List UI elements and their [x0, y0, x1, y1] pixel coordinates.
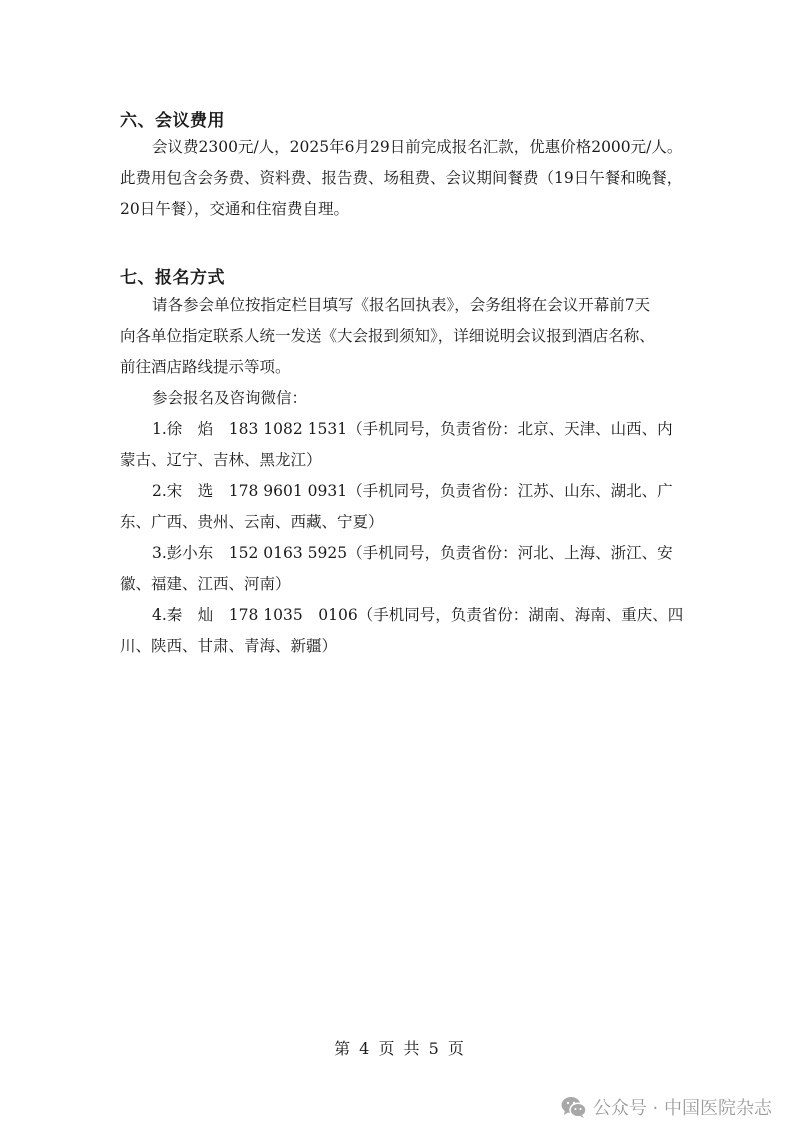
page-number: 第 4 页 共 5 页: [334, 1039, 466, 1058]
registration-paragraph: [120, 290, 686, 662]
wechat-icon: [561, 1096, 587, 1118]
watermark: [561, 1094, 772, 1120]
registration-line-1: 请各参会单位按指定栏目填写《报名回执表》，会务组将在会议开幕前7天: [152, 296, 651, 314]
contact-heading: 参会报名及咨询微信：: [152, 389, 308, 407]
contact-4-line-1: 4.秦 灿 178 1035 0106（手机同号，负责省份：湖南、海南、重庆、四: [152, 606, 684, 624]
contact-1-line-2: 蒙古、辽宁、吉林、黑龙江）: [120, 451, 322, 469]
fees-line-1: 会议费2300元/人，2025年6月29日前完成报名汇款，优惠价格2000元/人。: [152, 138, 683, 156]
contact-1-line-1: 1.徐 焰 183 1082 1531（手机同号，负责省份：北京、天津、山西、内: [152, 420, 673, 438]
section-title-fees: 六、会议费用: [120, 111, 225, 131]
contact-2-line-2: 东、广西、贵州、云南、西藏、宁夏）: [120, 513, 384, 531]
fees-line-3: 20日午餐），交通和住宿费自理。: [120, 200, 349, 218]
contact-4-line-2: 川、陕西、甘肃、青海、新疆）: [120, 637, 338, 655]
contact-3-line-2: 徽、福建、江西、河南）: [120, 575, 291, 593]
fees-paragraph: [120, 132, 686, 225]
watermark-text: 公众号 · 中国医院杂志: [592, 1098, 772, 1119]
registration-line-3: 前往酒店路线提示等项。: [120, 358, 291, 376]
contact-2-line-1: 2.宋 选 178 9601 0931（手机同号，负责省份：江苏、山东、湖北、广: [152, 482, 673, 500]
fees-line-2: 此费用包含会务费、资料费、报告费、场租费、会议期间餐费（19日午餐和晚餐，: [120, 169, 683, 187]
registration-line-2: 向各单位指定联系人统一发送《大会报到须知》，详细说明会议报到酒店名称、: [120, 327, 655, 345]
contact-3-line-1: 3.彭小东 152 0163 5925（手机同号，负责省份：河北、上海、浙江、安: [152, 544, 673, 562]
section-title-registration: 七、报名方式: [120, 268, 225, 288]
